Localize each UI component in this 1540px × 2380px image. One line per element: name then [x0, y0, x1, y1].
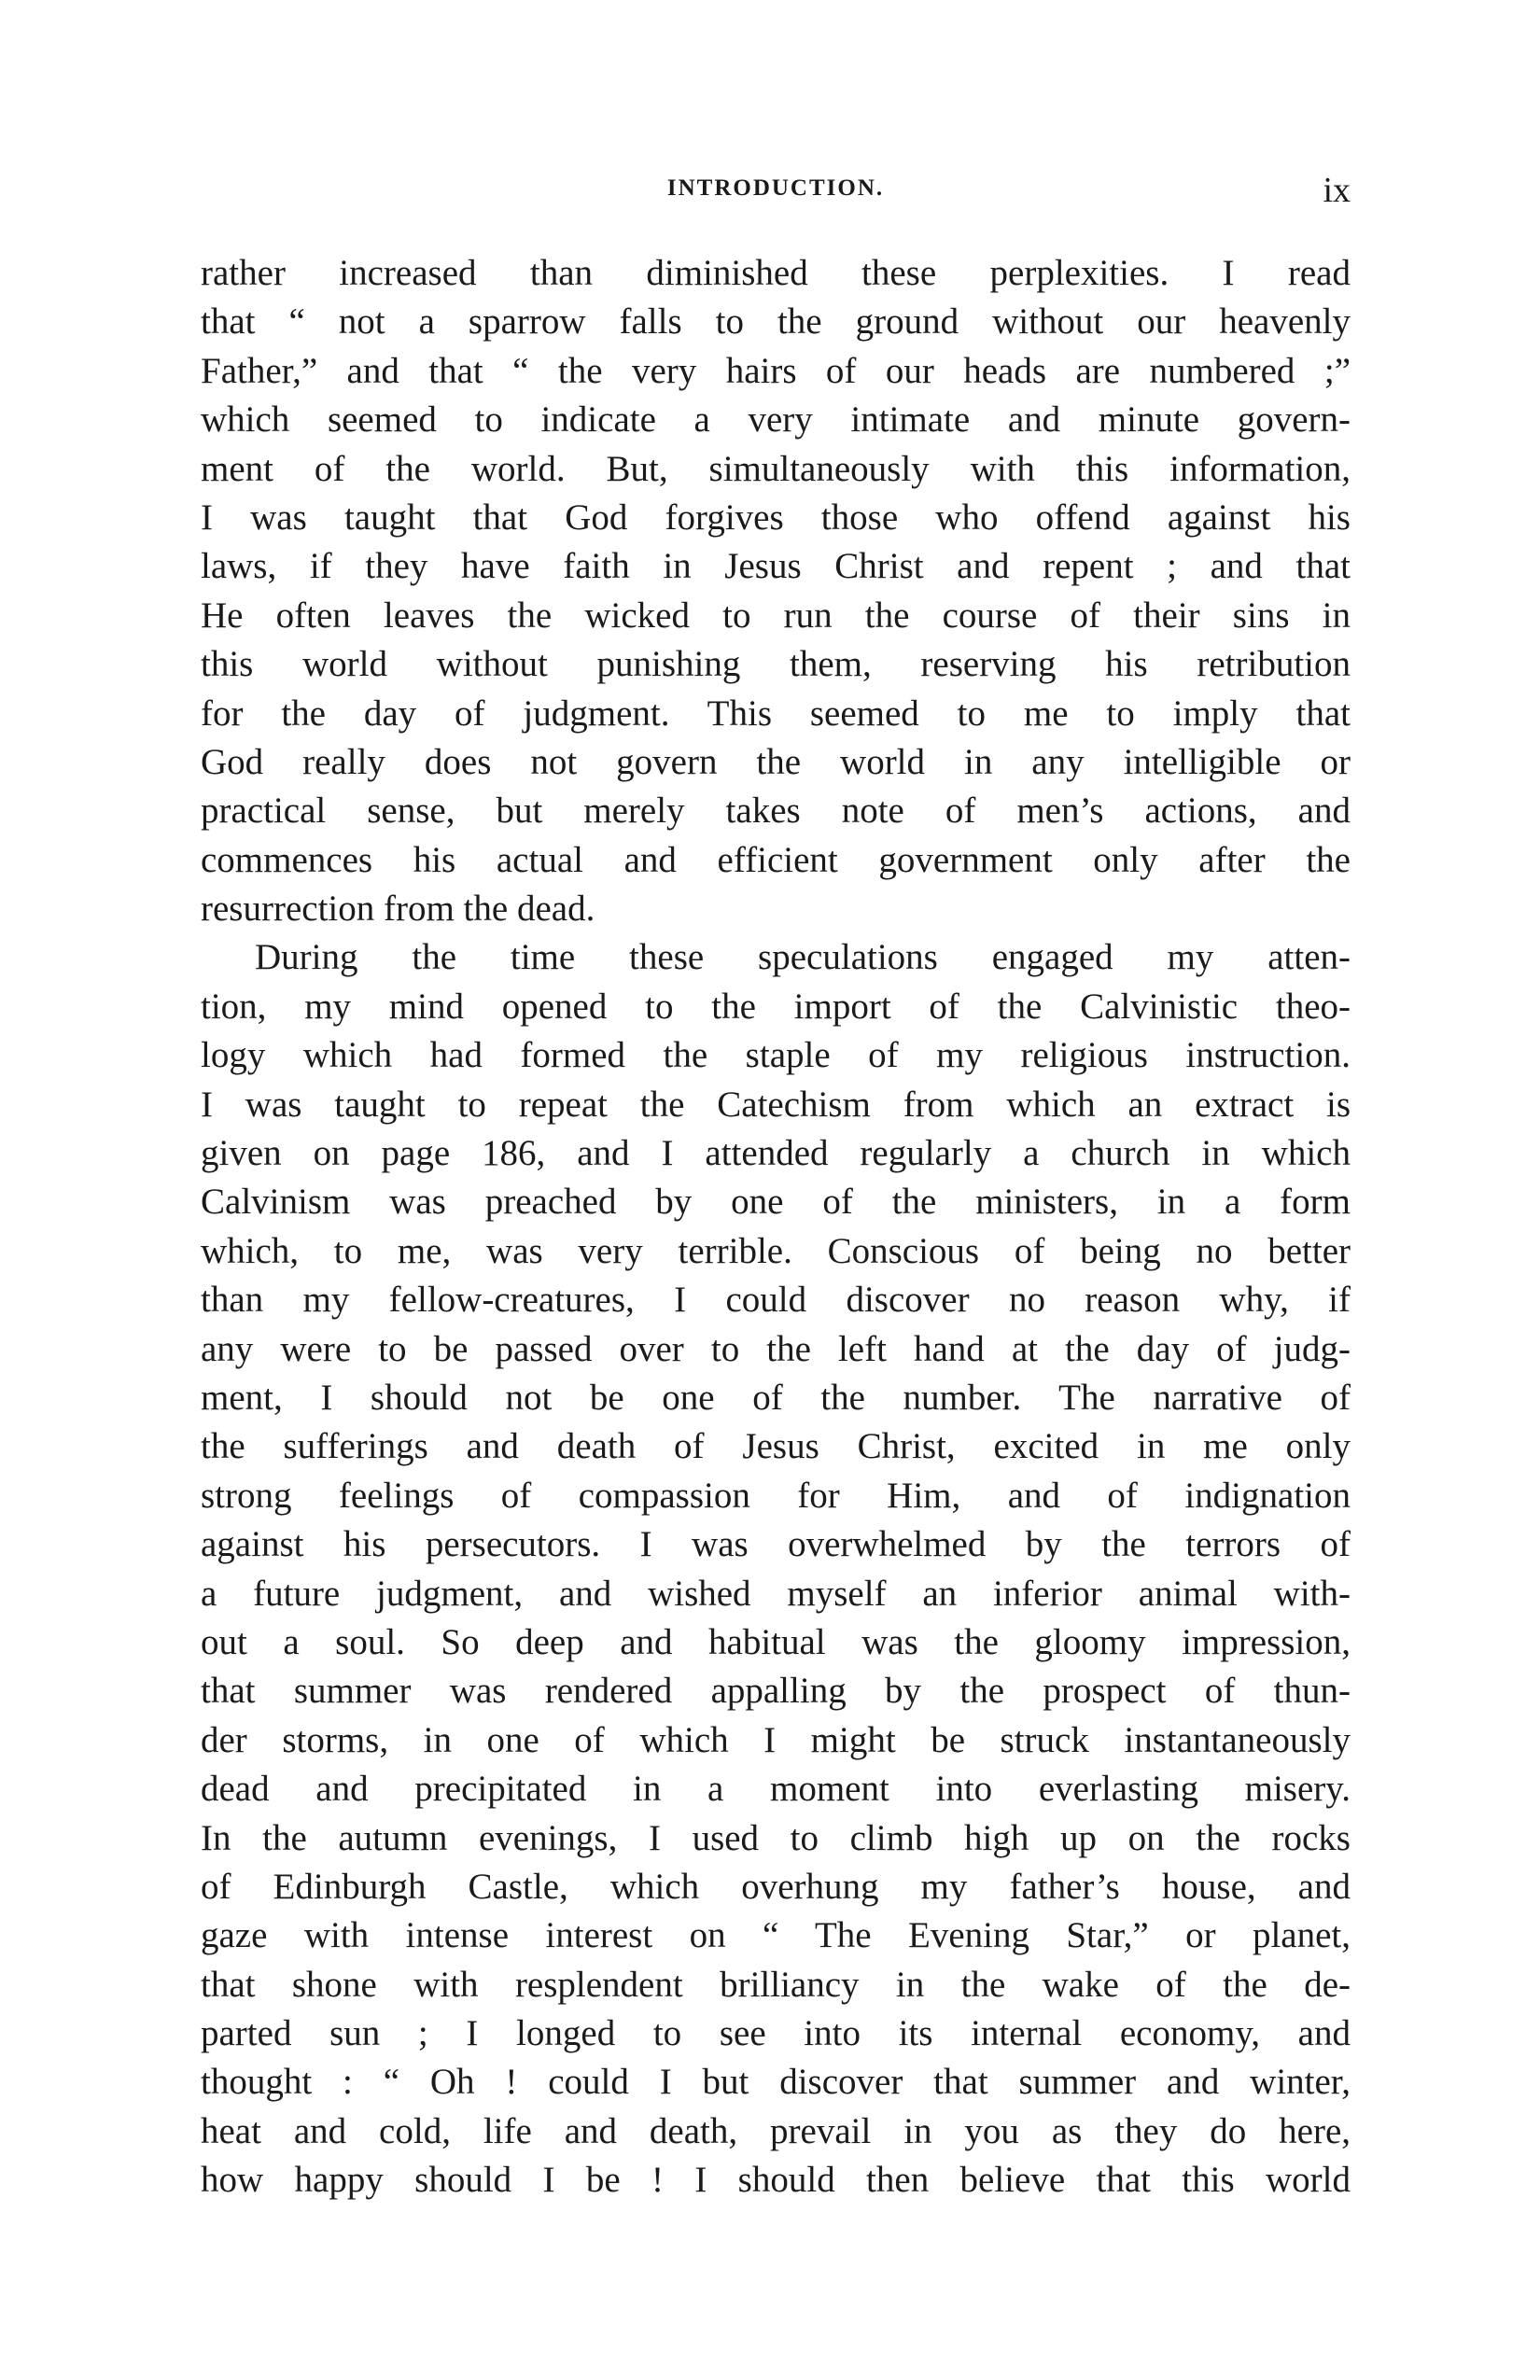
running-head [201, 170, 1351, 215]
text-line: which, to me, was very terrible. Conscious of being no better [201, 1230, 1351, 1271]
chapter-title: INTRODUCTION. [666, 175, 885, 201]
text-line: commences his actual and efficient government only after the [201, 839, 1351, 880]
text-line: ment, I should not be one of the number. The narrative of [201, 1377, 1351, 1418]
text-line: gaze with intense interest on “ The Evening Star,” or planet, [201, 1915, 1351, 1956]
text-line: for the day of judgment. This seemed to me to imply that [201, 693, 1351, 734]
text-line: this world without punishing them, reserving his retribution [201, 644, 1351, 685]
body-text [201, 249, 1351, 2205]
text-line: logy which had formed the staple of my religious instruction. [201, 1035, 1351, 1076]
text-line: laws, if they have faith in Jesus Christ and repent ; and that [201, 546, 1351, 587]
text-line: heat and cold, life and death, prevail in you as they do here, [201, 2110, 1351, 2151]
text-line: against his persecutors. I was overwhelmed by the terrors of [201, 1524, 1351, 1565]
text-line: how happy should I be ! I should then believe that this world [201, 2160, 1351, 2201]
text-line: Father,” and that “ the very hairs of our heads are numbered ;” [201, 350, 1351, 391]
page-number: ix [1323, 171, 1351, 210]
paragraph-end-line: resurrection from the dead. [201, 889, 595, 930]
text-line: which seemed to indicate a very intimate and minute govern- [201, 399, 1351, 441]
text-line: practical sense, but merely takes note of men’s actions, and [201, 791, 1351, 832]
text-line: given on page 186, and I attended regularly a church in which [201, 1133, 1351, 1174]
text-line: any were to be passed over to the left hand at the day of judg- [201, 1328, 1351, 1369]
text-line: In the autumn evenings, I used to climb high up on the rocks [201, 1817, 1351, 1858]
text-line: Calvinism was preached by one of the ministers, in a form [201, 1182, 1351, 1223]
text-line: dead and precipitated in a moment into everlasting misery. [201, 1769, 1351, 1810]
text-line: that “ not a sparrow falls to the ground without our heavenly [201, 301, 1351, 343]
text-line: ment of the world. But, simultaneously with this information, [201, 448, 1351, 489]
text-line: parted sun ; I longed to see into its internal economy, and [201, 2013, 1351, 2054]
text-line: that shone with resplendent brilliancy in the wake of the de- [201, 1964, 1351, 2005]
text-line: the sufferings and death of Jesus Christ, excited in me only [201, 1426, 1351, 1467]
paragraph-start-line: During the time these speculations engaged my atten- [255, 937, 1351, 978]
text-line: I was taught to repeat the Catechism from which an extract is [201, 1084, 1351, 1125]
text-line: tion, my mind opened to the import of the Calvinistic theo- [201, 986, 1351, 1027]
text-line: strong feelings of compassion for Him, and of indignation [201, 1475, 1351, 1516]
text-line: I was taught that God forgives those who offend against his [201, 497, 1351, 538]
text-line: rather increased than diminished these perplexities. I read [201, 253, 1351, 293]
text-line: of Edinburgh Castle, which overhung my father’s house, and [201, 1866, 1351, 1907]
text-line: a future judgment, and wished myself an inferior animal with- [201, 1573, 1351, 1614]
text-line: God really does not govern the world in any intelligible or [201, 741, 1351, 782]
text-line: that summer was rendered appalling by the prospect of thun- [201, 1671, 1351, 1712]
text-line: thought : “ Oh ! could I but discover that summer and winter, [201, 2062, 1351, 2103]
text-line: out a soul. So deep and habitual was the gloomy impression, [201, 1621, 1351, 1662]
text-line: than my fellow-creatures, I could discover no reason why, if [201, 1280, 1351, 1321]
text-line: He often leaves the wicked to run the course of their sins in [201, 595, 1351, 636]
text-line: der storms, in one of which I might be struck instantaneously [201, 1719, 1351, 1760]
